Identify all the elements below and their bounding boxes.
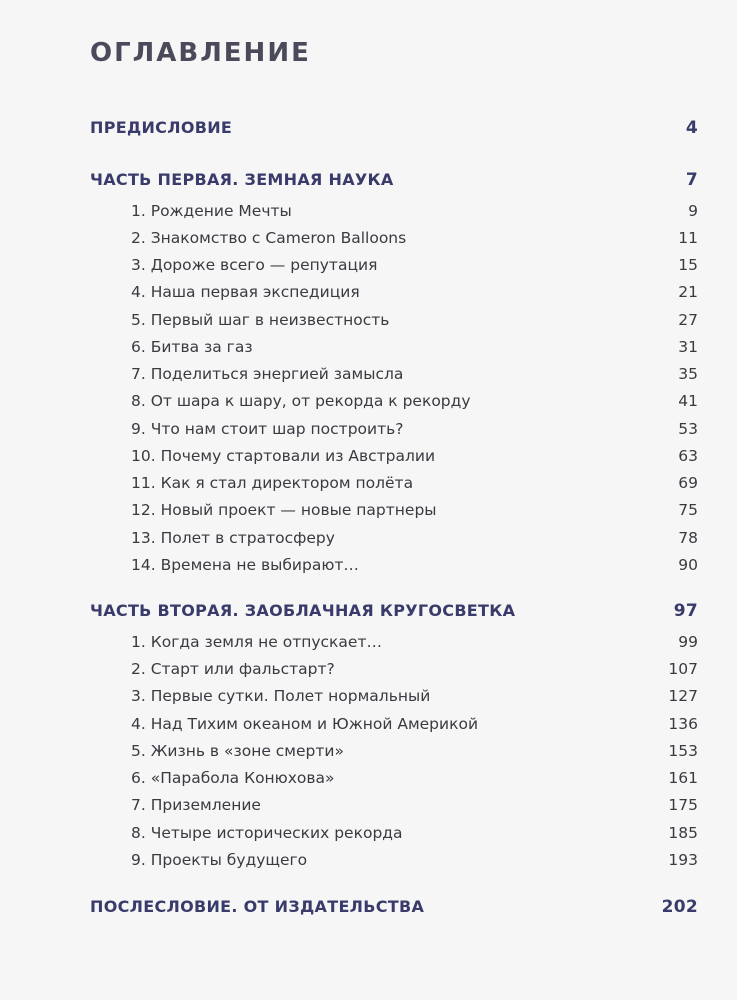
toc-chapter[interactable]: [131, 556, 698, 574]
page-number: 97: [673, 601, 698, 621]
page-number: 53: [678, 420, 698, 438]
page-number: 9: [688, 202, 698, 220]
chapter-label: 10. Почему стартовали из Австралии: [131, 447, 436, 465]
page-number: 31: [678, 338, 698, 356]
page-number: 27: [678, 311, 698, 329]
chapter-label: 11. Как я стал директором полёта: [131, 474, 414, 492]
chapter-label: 8. Четыре исторических рекорда: [131, 824, 403, 842]
toc-chapter[interactable]: [131, 501, 698, 519]
page-number: 15: [678, 256, 698, 274]
page-number: 193: [668, 851, 698, 869]
toc-chapter[interactable]: [131, 311, 698, 329]
chapter-label: 6. Битва за газ: [131, 338, 253, 356]
toc-chapter[interactable]: [131, 392, 698, 410]
page-number: 69: [678, 474, 698, 492]
section-label: ЧАСТЬ ПЕРВАЯ. ЗЕМНАЯ НАУКА: [90, 170, 394, 189]
toc-chapter[interactable]: [131, 338, 698, 356]
toc-chapter[interactable]: [131, 229, 698, 247]
chapter-label: 5. Первый шаг в неизвестность: [131, 311, 390, 329]
page-number: 21: [678, 283, 698, 301]
toc-chapter[interactable]: [131, 796, 698, 814]
section-label: ЧАСТЬ ВТОРАЯ. ЗАОБЛАЧНАЯ КРУГОСВЕТКА: [90, 601, 516, 620]
page-number: 35: [678, 365, 698, 383]
page-number: 127: [668, 687, 698, 705]
page-number: 75: [678, 501, 698, 519]
page-number: 202: [661, 897, 698, 917]
toc-chapter[interactable]: [131, 769, 698, 787]
page-number: 78: [678, 529, 698, 547]
chapter-label: 3. Дороже всего — репутация: [131, 256, 378, 274]
chapter-label: 5. Жизнь в «зоне смерти»: [131, 742, 344, 760]
page-number: 63: [678, 447, 698, 465]
chapter-label: 1. Когда земля не отпускает…: [131, 633, 382, 651]
toc-chapter[interactable]: [131, 420, 698, 438]
page-number: 7: [685, 170, 698, 190]
page-number: 161: [668, 769, 698, 787]
toc-entry-part-one[interactable]: [90, 170, 698, 190]
page-number: 107: [668, 660, 698, 678]
chapter-label: 6. «Парабола Конюхова»: [131, 769, 335, 787]
chapter-label: 7. Поделиться энергией замысла: [131, 365, 404, 383]
chapter-label: 1. Рождение Мечты: [131, 202, 292, 220]
chapter-label: 4. Наша первая экспедиция: [131, 283, 360, 301]
section-label: ПРЕДИСЛОВИЕ: [90, 118, 233, 137]
chapter-label: 2. Знакомство с Cameron Balloons: [131, 229, 407, 247]
chapter-label: 4. Над Тихим океаном и Южной Америкой: [131, 715, 479, 733]
toc-chapter[interactable]: [131, 633, 698, 651]
chapter-label: 8. От шара к шару, от рекорда к рекорду: [131, 392, 471, 410]
section-label: ПОСЛЕСЛОВИЕ. ОТ ИЗДАТЕЛЬСТВА: [90, 897, 425, 916]
chapter-label: 9. Что нам стоит шар построить?: [131, 420, 404, 438]
toc-chapter[interactable]: [131, 256, 698, 274]
page-number: 136: [668, 715, 698, 733]
toc-chapter[interactable]: [131, 742, 698, 760]
toc-chapter[interactable]: [131, 715, 698, 733]
toc-chapter[interactable]: [131, 202, 698, 220]
toc-chapter[interactable]: [131, 687, 698, 705]
toc-entry-part-two[interactable]: [90, 601, 698, 621]
page-number: 41: [678, 392, 698, 410]
page-title: ОГЛАВЛЕНИЕ: [90, 38, 311, 68]
toc-chapter[interactable]: [131, 824, 698, 842]
page-number: 99: [678, 633, 698, 651]
chapter-label: 3. Первые сутки. Полет нормальный: [131, 687, 431, 705]
toc-chapter[interactable]: [131, 529, 698, 547]
chapter-label: 9. Проекты будущего: [131, 851, 308, 869]
toc-chapter[interactable]: [131, 474, 698, 492]
page-number: 175: [668, 796, 698, 814]
toc-chapter[interactable]: [131, 660, 698, 678]
page-number: 90: [678, 556, 698, 574]
chapter-label: 7. Приземление: [131, 796, 261, 814]
toc-chapter[interactable]: [131, 365, 698, 383]
toc-entry-afterword[interactable]: [90, 897, 698, 917]
toc-entry-preface[interactable]: [90, 118, 698, 138]
page-number: 153: [668, 742, 698, 760]
chapter-label: 12. Новый проект — новые партнеры: [131, 501, 437, 519]
chapter-label: 14. Времена не выбирают…: [131, 556, 359, 574]
chapter-label: 2. Старт или фальстарт?: [131, 660, 335, 678]
page-number: 4: [685, 118, 698, 138]
page-number: 185: [668, 824, 698, 842]
chapter-label: 13. Полет в стратосферу: [131, 529, 335, 547]
toc-chapter[interactable]: [131, 447, 698, 465]
toc-chapter[interactable]: [131, 851, 698, 869]
page-number: 11: [678, 229, 698, 247]
toc-chapter[interactable]: [131, 283, 698, 301]
